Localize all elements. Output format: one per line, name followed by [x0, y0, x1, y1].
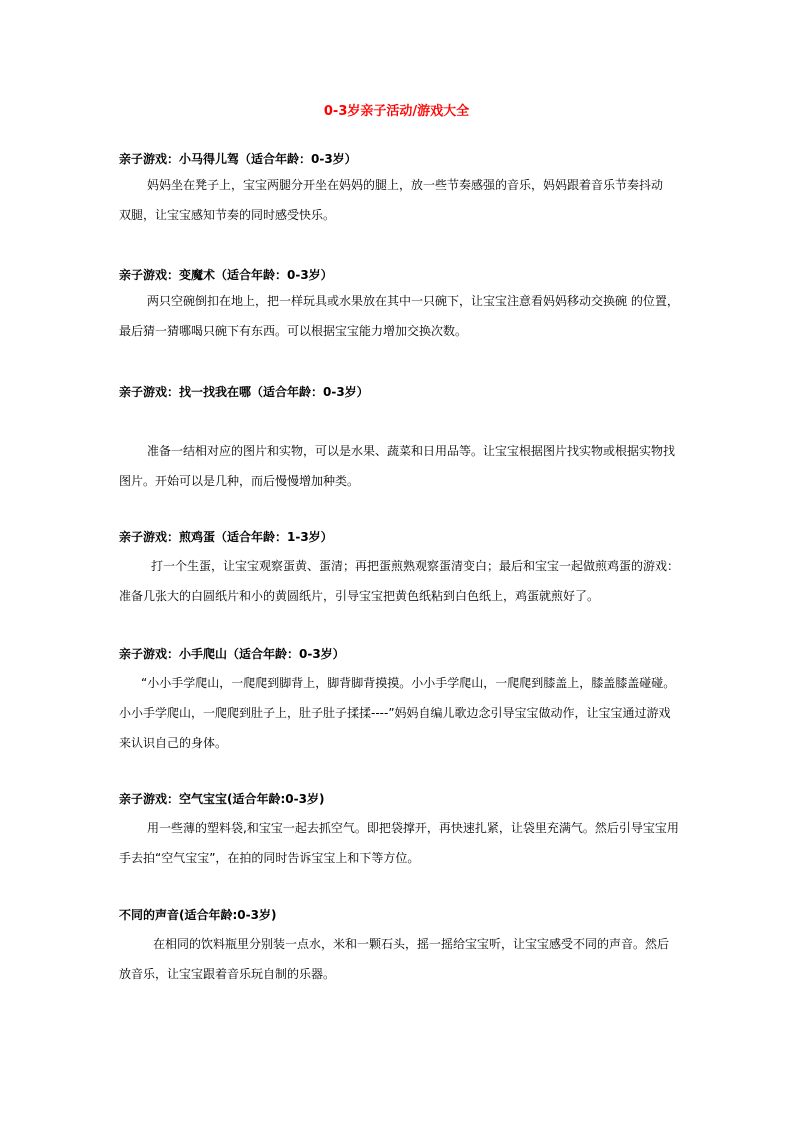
paragraph-line: 最后猜一猜哪喝只碗下有东西。可以根据宝宝能力增加交换次数。	[119, 324, 468, 338]
section-heading: 亲子游戏：找一找我在哪（适合年龄：0-3岁）	[119, 385, 369, 399]
paragraph-line: 两只空碗倒扣在地上，把一样玩具或水果放在其中一只碗下，让宝宝注意看妈妈移动交换碗 的位置，	[147, 294, 679, 308]
section-different-sounds	[119, 906, 679, 983]
section-heading: 亲子游戏：煎鸡蛋（适合年龄：1-3岁）	[119, 530, 333, 544]
paragraph-line: 准备几张大的白圆纸片和小的黄圆纸片，引导宝宝把黄色纸粘到白色纸上，鸡蛋就煎好了。	[119, 589, 600, 603]
section-magic-trick	[119, 266, 679, 340]
paragraph-line: 图片。开始可以是几种，而后慢慢增加种类。	[119, 474, 360, 488]
section-find-me	[119, 383, 679, 490]
section-heading: 亲子游戏：空气宝宝(适合年龄:0-3岁)	[119, 792, 325, 806]
section-heading: 不同的声音(适合年龄:0-3岁)	[119, 908, 277, 922]
paragraph-line: 放音乐，让宝宝跟着音乐玩自制的乐器。	[119, 967, 336, 981]
section-horse-ride	[119, 150, 679, 224]
paragraph-line: 妈妈坐在凳子上，宝宝两腿分开坐在妈妈的腿上，放一些节奏感强的音乐，妈妈跟着音乐节奏抖动	[147, 178, 664, 192]
section-heading: 亲子游戏：小马得儿驾（适合年龄：0-3岁）	[119, 152, 357, 166]
section-hand-climb	[119, 645, 679, 752]
paragraph-line: 打一个生蛋，让宝宝观察蛋黄、蛋清；再把蛋煎熟观察蛋清变白；最后和宝宝一起做煎鸡蛋的游戏：	[151, 559, 680, 573]
paragraph-line: 手去拍“空气宝宝”，在拍的同时告诉宝宝上和下等方位。	[119, 851, 420, 865]
paragraph-line: 用一些薄的塑料袋,和宝宝一起去抓空气。即把袋撑开，再快速扎紧，让袋里充满气。然后引导宝宝用	[147, 821, 679, 835]
section-air-baby	[119, 790, 679, 867]
section-heading: 亲子游戏：变魔术（适合年龄：0-3岁）	[119, 268, 333, 282]
section-heading: 亲子游戏：小手爬山（适合年龄：0-3岁）	[119, 647, 345, 661]
page-title: 0-3岁亲子活动/游戏大全	[323, 104, 470, 119]
paragraph-line: 双腿，让宝宝感知节奏的同时感受快乐。	[119, 208, 336, 222]
paragraph-line: 准备一结相对应的图片和实物，可以是水果、蔬菜和日用品等。让宝宝根据图片找实物或根据实物找	[147, 444, 676, 458]
paragraph-line: 小小手学爬山，一爬爬到肚子上，肚子肚子揉揉----”妈妈自编儿歌边念引导宝宝做动作，让宝宝通过游戏	[119, 706, 671, 720]
paragraph-line: 来认识自己的身体。	[119, 736, 228, 750]
paragraph-line: “小小手学爬山，一爬爬到脚背上，脚背脚背摸摸。小小手学爬山，一爬爬到膝盖上，膝盖膝盖碰碰。	[141, 676, 676, 690]
section-fried-egg	[119, 528, 679, 605]
paragraph-line: 在相同的饮料瓶里分别装一点水，米和一颗石头，摇一摇给宝宝听，让宝宝感受不同的声音。然后	[153, 937, 670, 951]
